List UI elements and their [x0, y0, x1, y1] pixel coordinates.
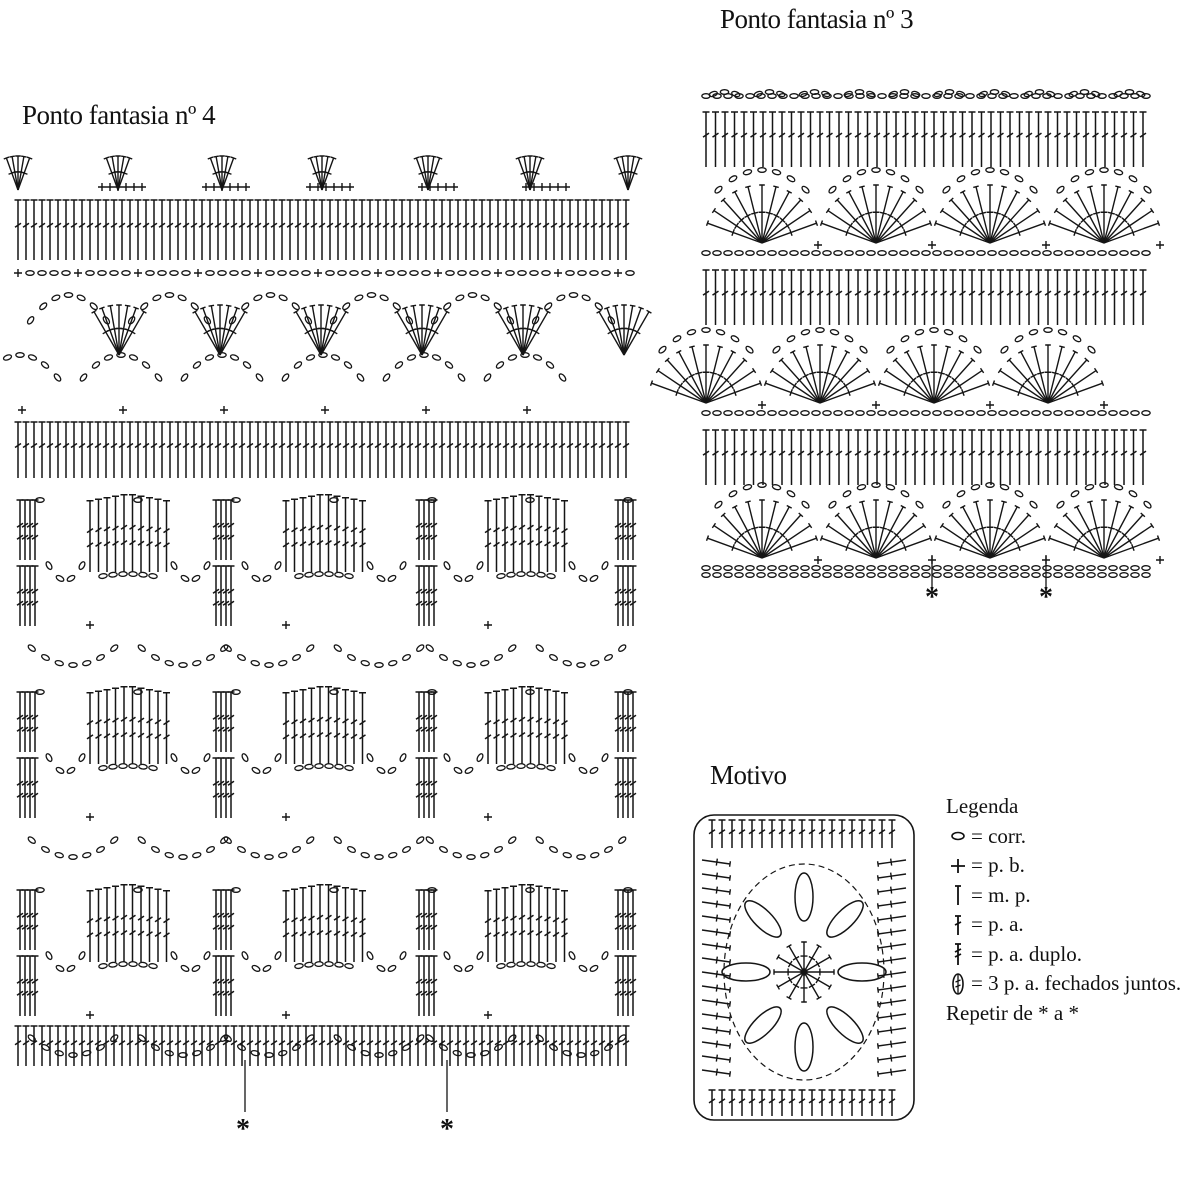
stitch: [702, 915, 730, 923]
stitch: [729, 820, 736, 848]
stitch: [804, 972, 821, 999]
stitch: [819, 820, 826, 848]
stitch: [889, 1090, 896, 1116]
stitch: [809, 1090, 816, 1116]
cluster: [740, 896, 787, 943]
stitch: [869, 820, 876, 848]
cluster-icon: [946, 972, 970, 996]
stitch: [849, 820, 856, 848]
legend-item: [946, 969, 1181, 999]
stitch: [889, 820, 896, 848]
stitch: [789, 820, 796, 848]
stitch: [739, 1090, 746, 1116]
stitch: [878, 929, 906, 937]
stitch: [702, 887, 730, 895]
legend-item: [946, 851, 1181, 881]
legend-text: = p. a.: [971, 912, 1024, 936]
stitch: [829, 820, 836, 848]
stitch: [878, 887, 906, 895]
stitch: [878, 901, 906, 909]
legend-item: [946, 940, 1181, 970]
stitch: [878, 1055, 906, 1063]
stitch: [878, 915, 906, 923]
stitch: [777, 955, 804, 972]
stitch: [702, 999, 730, 1007]
stitch: [869, 1090, 876, 1116]
stitch: [759, 1090, 766, 1116]
stitch: [839, 1090, 846, 1116]
stitch: [878, 985, 906, 993]
repeat-marker-left: *: [236, 1114, 250, 1145]
cluster: [838, 963, 886, 981]
stitch: [789, 1090, 796, 1116]
stitch: [859, 1090, 866, 1116]
cluster: [740, 1002, 787, 1049]
single-crochet-icon: [946, 854, 970, 878]
stitch: [819, 1090, 826, 1116]
pattern3-title: Ponto fantasia nº 3: [720, 4, 914, 34]
stitch: [777, 972, 804, 989]
stitch: [749, 1090, 756, 1116]
stitch: [702, 929, 730, 937]
stitch: [702, 901, 730, 909]
stitch: [702, 957, 730, 965]
stitch: [804, 945, 821, 972]
stitch: [729, 1090, 736, 1116]
legend-item: [946, 822, 1181, 852]
stitch: [702, 1041, 730, 1049]
stitch: [878, 999, 906, 1007]
legend-text: = p. b.: [971, 853, 1025, 877]
stitch: [878, 1027, 906, 1035]
treble-crochet-icon: [946, 942, 970, 966]
cluster: [722, 963, 770, 981]
stitch: [749, 820, 756, 848]
stitch: [878, 1041, 906, 1049]
stitch: [702, 873, 730, 881]
stitch: [702, 1027, 730, 1035]
stitch: [719, 820, 726, 848]
cluster: [795, 1023, 813, 1071]
stitch: [759, 820, 766, 848]
stitch: [804, 972, 831, 989]
stitch: [879, 1090, 886, 1116]
stitch: [702, 859, 730, 867]
stitch: [769, 820, 776, 848]
cluster: [795, 873, 813, 921]
stitch: [849, 1090, 856, 1116]
cluster: [822, 896, 869, 943]
stitch: [702, 1055, 730, 1063]
repeat-marker-right: *: [440, 1114, 454, 1145]
stitch: [702, 1069, 730, 1077]
motif-title: Motivo: [710, 760, 787, 790]
stitch: [719, 1090, 726, 1116]
stitch: [787, 972, 804, 999]
stitch: [779, 1090, 786, 1116]
stitch: [739, 820, 746, 848]
stitch: [879, 820, 886, 848]
legend: [946, 792, 1181, 1028]
stitch: [702, 985, 730, 993]
pattern4-title: Ponto fantasia nº 4: [22, 100, 216, 130]
chain-symbol-icon: [946, 824, 970, 848]
stitch: [829, 1090, 836, 1116]
repeat-marker-left: *: [925, 582, 939, 613]
stitch: [878, 1069, 906, 1077]
stitch: [709, 1090, 716, 1116]
legend-text: = corr.: [971, 823, 1026, 848]
legend-title: Legenda: [946, 794, 1019, 818]
repeat-marker-right: *: [1039, 582, 1053, 613]
legend-item: [946, 910, 1181, 940]
stitch: [709, 820, 716, 848]
stitch: [878, 873, 906, 881]
half-double-icon: [946, 883, 970, 907]
double-crochet-icon: [946, 913, 970, 937]
stitch: [804, 955, 831, 972]
repeat-note: Repetir de * a *: [946, 1000, 1079, 1025]
stitch: [779, 820, 786, 848]
stitch: [787, 945, 804, 972]
stitch: [839, 820, 846, 848]
stitch: [809, 820, 816, 848]
legend-text: = p. a. duplo.: [971, 941, 1082, 966]
stitch: [878, 957, 906, 965]
cluster: [822, 1002, 869, 1049]
stitch: [769, 1090, 776, 1116]
stitch: [702, 1013, 730, 1021]
stitch: [799, 1090, 806, 1116]
stitch: [859, 820, 866, 848]
stitch: [878, 859, 906, 867]
legend-item: [946, 881, 1181, 911]
legend-text: = 3 p. a. fechados juntos.: [971, 971, 1182, 995]
legend-text: = m. p.: [971, 882, 1031, 907]
stitch: [799, 820, 806, 848]
stitch: [878, 1013, 906, 1021]
